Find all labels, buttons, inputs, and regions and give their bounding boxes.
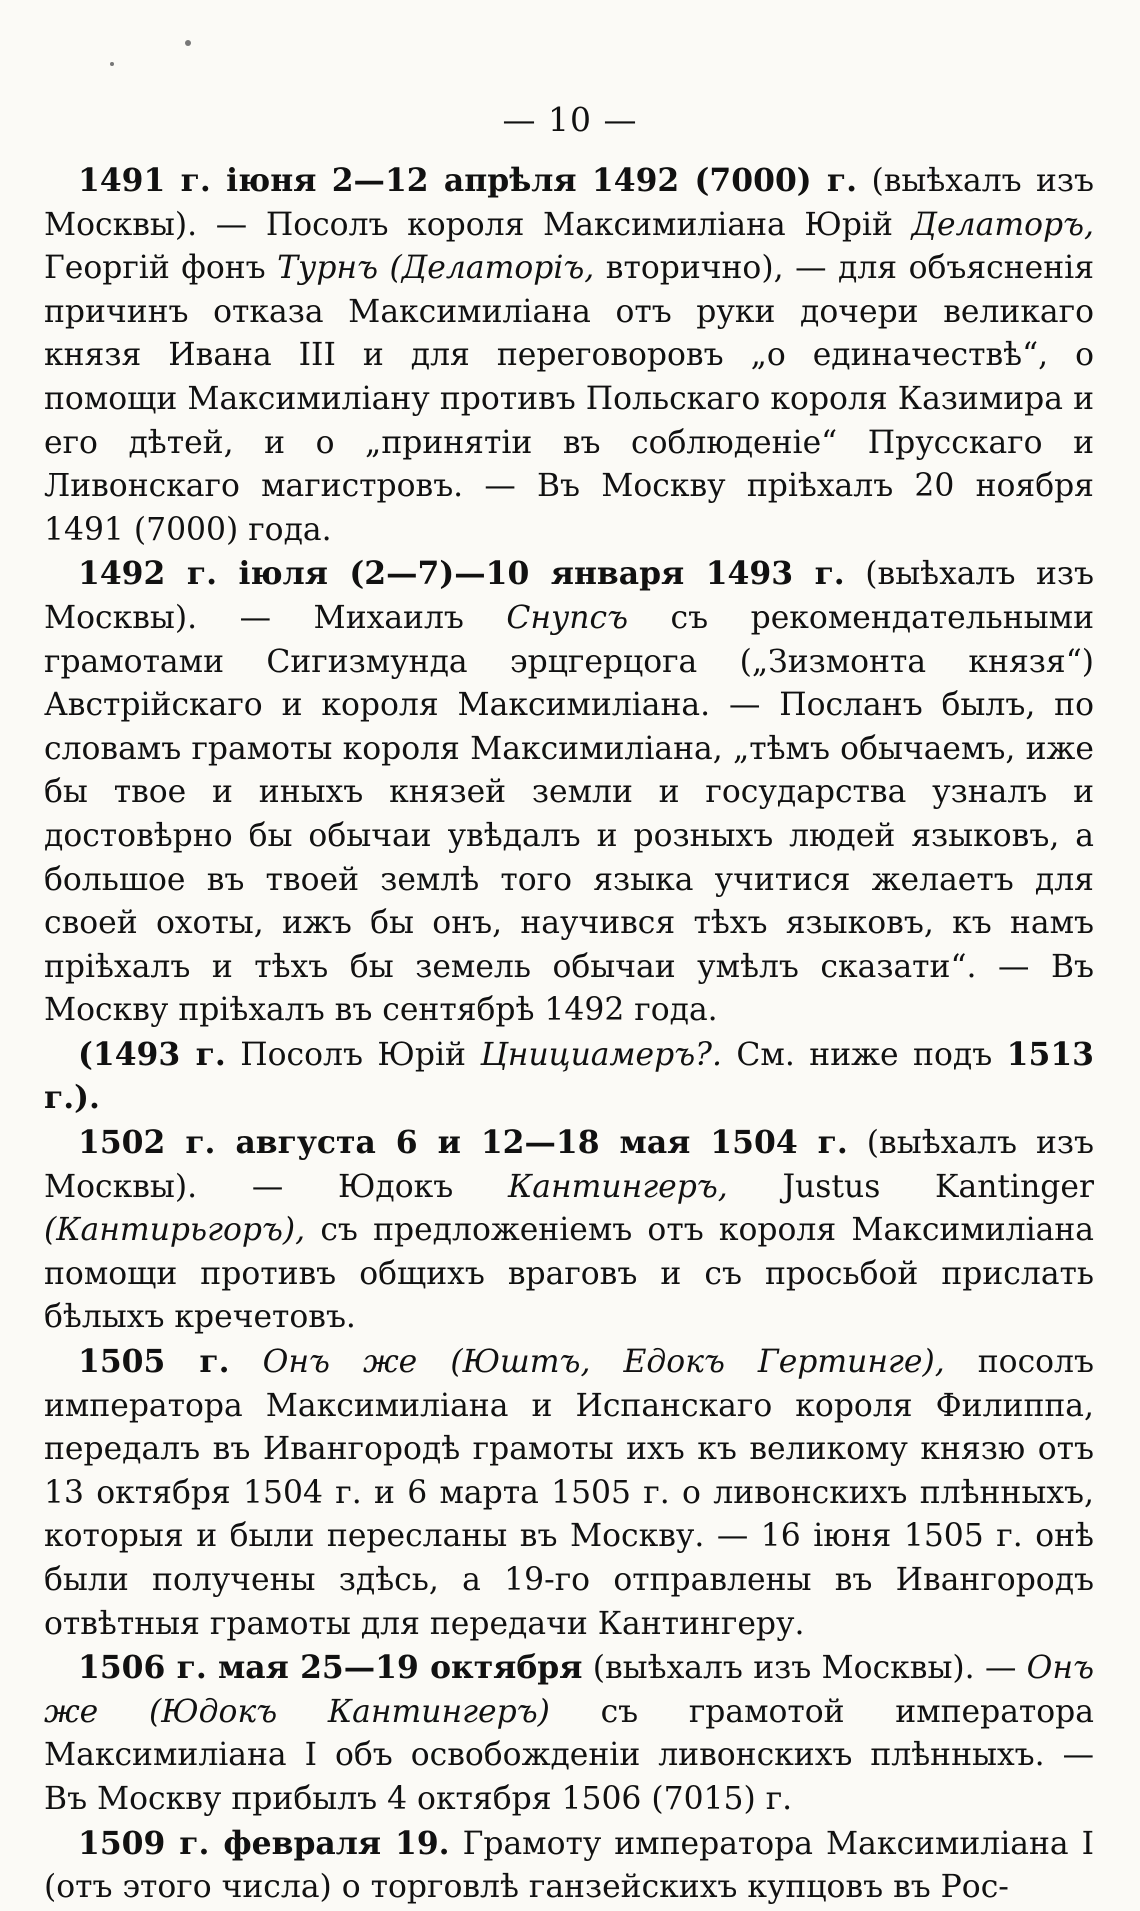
entry-date: (1493 г. [78,1036,226,1073]
entry-name: Онъ же (Юштъ, Едокъ Гертинге), [262,1344,945,1381]
entry-1493 [44,1034,1094,1121]
entry-1509 [44,1823,1094,1910]
entry-text: съ грамотой императора Максимиліана I объ освобожденіи ливонскихъ плѣнныхъ. — Въ Москву прибылъ 4 октября 1506 (7015) г. [44,1693,1094,1817]
entry-text: (выѣхалъ изъ Москвы). — Михаилъ [44,556,1094,636]
entry-text: съ рекомендательными грамотами Сигизмунда эрцгерцога („Зизмонта князя“) Австрійскаго и короля Максимиліана. — Посланъ былъ, по словамъ грамоты короля Максимиліана, „тѣмъ обычаемъ, иже бы твое и иныхъ князей земли и государства узналъ и достовѣрно бы обычаи увѣдалъ и розныхъ людей языковъ, а большое въ твоей землѣ того языка учитися желаетъ для своей охоты, ижъ бы онъ, научився тѣхъ языковъ, къ намъ пріѣхалъ и тѣхъ бы земель обычаи умѣлъ сказати“. — Въ Москву пріѣхалъ въ сентябрѣ 1492 года. [44,599,1094,1029]
entry-1505 [44,1341,1094,1646]
entry-date: 1491 г. іюня 2—12 апрѣля 1492 (7000) г. [78,163,858,199]
entry-1491 [44,160,1094,552]
entry-date: 1506 г. мая 25—19 октября [78,1650,583,1687]
entry-text: См. ниже подъ [721,1036,1007,1073]
entry-text: (выѣхалъ изъ Москвы). — Посолъ короля Максимиліана Юрій [44,163,1094,243]
entry-text: съ предложеніемъ отъ короля Максимиліана помощи противъ общихъ враговъ и съ просьбой прислать бѣлыхъ кречетовъ. [44,1212,1094,1336]
entry-text: Грамоту императора Максимиліана I (отъ этого числа) о торговлѣ ганзейскихъ купцовъ въ Рос- [44,1825,1094,1906]
entry-name: Онъ же (Юдокъ Кантингеръ) [44,1650,1094,1730]
entry-1502 [44,1122,1094,1340]
entry-date: 1509 г. февраля 19. [78,1825,450,1862]
entry-name: Кантингеръ, [507,1168,728,1205]
entry-text: (выѣхалъ изъ Москвы). — Юдокъ [44,1125,1094,1205]
entry-text: вторично), — для объясненія причинъ отказа Максимиліана отъ руки дочери великаго князя Ивана III и для переговоровъ „о единачествѣ“, о помощи Максимиліану противъ Польскаго короля Казимира и его дѣтей, и о „принятіи въ соблюденіе“ Прусскаго и Ливонскаго магистровъ. — Въ Москву пріѣхалъ 20 ноября 1491 (7000) года. [44,250,1094,548]
entry-text [230,1344,263,1380]
page-number: — 10 — [502,100,638,139]
entry-name: Цнициамеръ?. [480,1036,722,1073]
entry-name: (Кантирьгоръ), [44,1212,306,1249]
document-body [44,160,1094,1911]
entry-1492 [44,553,1094,1033]
entry-date-ref: 1513 г.). [44,1036,1095,1117]
entry-1506 [44,1647,1094,1821]
entry-date: 1492 г. іюля (2—7)—10 января 1493 г. [78,556,845,593]
entry-date: 1505 г. [78,1344,230,1381]
print-smudge [110,62,114,66]
entry-text: посолъ императора Максимиліана и Испанскаго короля Филиппа, передалъ въ Ивангородѣ грамоты ихъ къ великому князю отъ 13 октября 1504 г. и 6 марта 1505 г. о ливонскихъ плѣнныхъ, которыя и были пересланы въ Москву. — 16 іюня 1505 г. онѣ были получены здѣсь, а 19-го отправлены въ Ивангородъ отвѣтныя грамоты для передачи Кантингеру. [44,1344,1094,1642]
entry-text: (выѣхалъ изъ Москвы). — [582,1650,1027,1687]
entry-text: Георгій фонъ [44,250,278,287]
entry-name: Турнъ (Делаторіъ, [277,250,595,287]
entry-date: 1502 г. августа 6 и 12—18 мая 1504 г. [78,1125,848,1162]
print-smudge [185,40,191,46]
entry-text: Посолъ Юрій [225,1036,481,1073]
entry-name: Снупсъ [506,599,629,636]
entry-text: Justus Kantinger [727,1168,1094,1205]
entry-name: Делаторъ, [911,206,1094,243]
